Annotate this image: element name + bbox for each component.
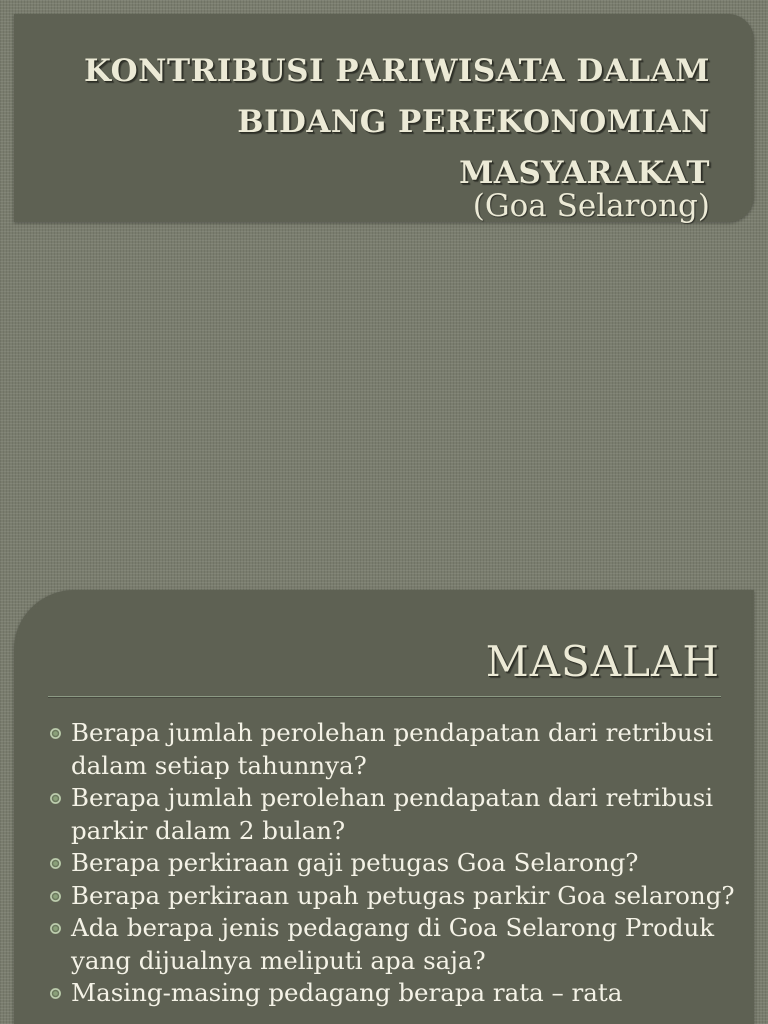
title-panel (14, 14, 754, 222)
circle-bullet-icon (50, 988, 61, 999)
title-line: BIDANG PEREKONOMIAN (237, 104, 710, 140)
title-line: KONTRIBUSI PARIWISATA DALAM (84, 53, 710, 89)
circle-bullet-icon (50, 728, 61, 739)
circle-bullet-icon (50, 858, 61, 869)
list-item (48, 912, 738, 977)
circle-bullet-icon (50, 793, 61, 804)
title-line: MASYARAKAT (459, 155, 710, 191)
bullet-text: Berapa perkiraan gaji petugas Goa Selarong? (71, 848, 639, 877)
circle-bullet-icon (50, 923, 61, 934)
circle-bullet-icon (50, 891, 61, 902)
list-item (48, 847, 738, 880)
list-item (48, 717, 738, 782)
bullet-text: Berapa perkiraan upah petugas parkir Goa selarong? (71, 880, 735, 910)
slide-heading: MASALAH (485, 637, 720, 686)
bullet-text: Ada berapa jenis pedagang di Goa Selarong Produk yang dijualnya meliputi apa saja? (71, 913, 715, 975)
bullet-text: Berapa jumlah perolehan pendapatan dari retribusi dalam setiap tahunnya? (71, 718, 714, 780)
slide-title (20, 46, 710, 199)
bullet-text: Masing-masing pedagang berapa rata – rata (71, 978, 623, 1007)
bullet-list (48, 717, 738, 1010)
list-item (48, 880, 738, 913)
heading-divider (48, 696, 721, 697)
slide-subtitle: (Goa Selarong) (472, 188, 710, 224)
list-item (48, 977, 738, 1010)
list-item (48, 782, 738, 847)
bullet-text: Berapa jumlah perolehan pendapatan dari retribusi parkir dalam 2 bulan? (71, 783, 714, 845)
